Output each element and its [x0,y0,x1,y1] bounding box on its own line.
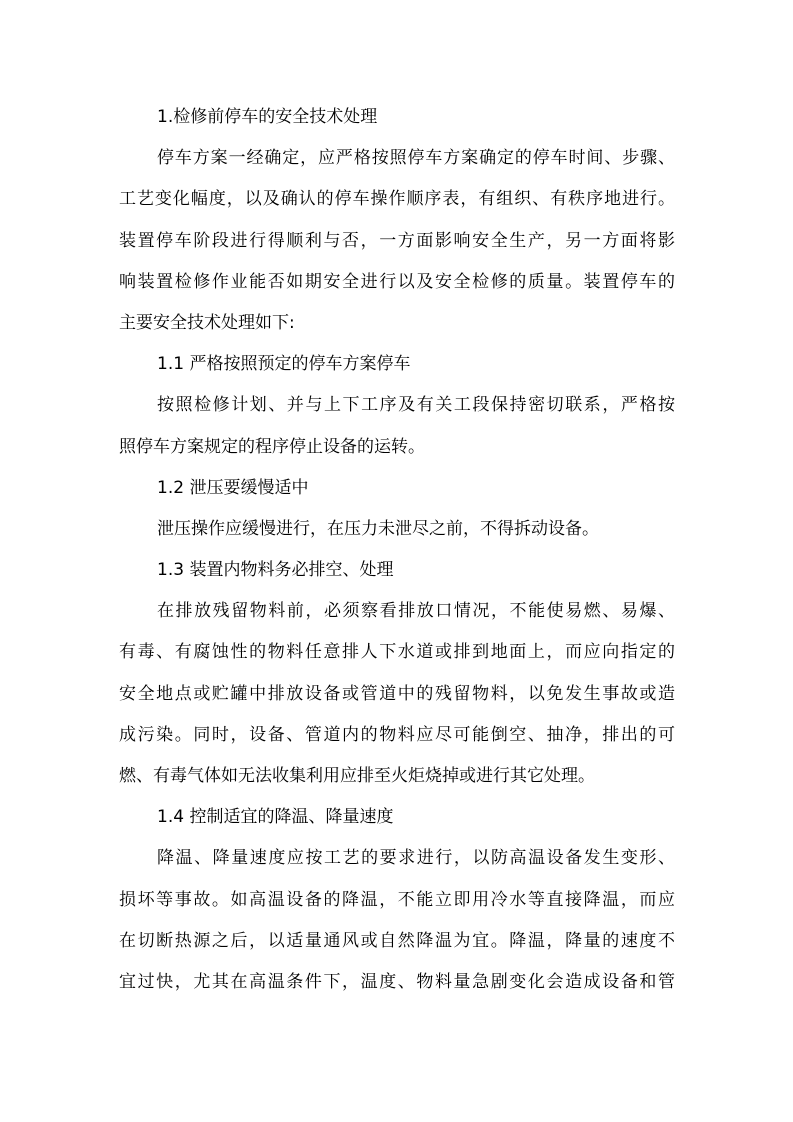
paragraph-line: 主要安全技术处理如下: [119,312,295,333]
subsection-heading: 1.1 严格按照预定的停车方案停车 [157,354,411,375]
paragraph-line: 照停车方案规定的程序停止设备的运转。 [119,436,425,457]
paragraph-line: 在排放残留物料前，必须察看排放口情况，不能使易燃、易爆、 [157,601,675,622]
subsection-heading: 1.2 泄压要缓慢适中 [157,477,309,498]
subsection-heading: 1.3 装置内物料务必排空、处理 [157,560,394,581]
paragraph-line: 在切断热源之后，以适量通风或自然降温为宜。降温，降量的速度不 [119,930,675,951]
paragraph-line: 宜过快，尤其在高温条件下，温度、物料量急剧变化会造成设备和管 [119,971,675,992]
paragraph-line: 有毒、有腐蚀性的物料任意排人下水道或排到地面上，而应向指定的 [119,642,675,663]
paragraph-line: 工艺变化幅度，以及确认的停车操作顺序表，有组织、有秩序地进行。 [119,189,675,210]
paragraph-line: 按照检修计划、并与上下工序及有关工段保持密切联系，严格按 [157,395,675,416]
paragraph-line: 降温、降量速度应按工艺的要求进行，以防高温设备发生变形、 [157,848,675,869]
paragraph-line: 成污染。同时，设备、管道内的物料应尽可能倒空、抽净，排出的可 [119,724,675,745]
paragraph-line: 停车方案一经确定，应严格按照停车方案确定的停车时间、步骤、 [157,148,675,169]
paragraph-line: 安全地点或贮罐中排放设备或管道中的残留物料，以免发生事故或造 [119,683,675,704]
section-heading: 1.检修前停车的安全技术处理 [157,107,378,127]
paragraph-line: 装置停车阶段进行得顺利与否，一方面影响安全生产，另一方面将影 [119,230,675,251]
paragraph-line: 损坏等事故。如高温设备的降温，不能立即用冷水等直接降温，而应 [119,889,675,910]
subsection-heading: 1.4 控制适宜的降温、降量速度 [157,807,394,828]
paragraph-line: 燃、有毒气体如无法收集利用应排至火炬烧掉或进行其它处理。 [119,766,595,786]
paragraph-line: 泄压操作应缓慢进行，在压力未泄尽之前，不得拆动设备。 [157,518,599,539]
paragraph-line: 响装置检修作业能否如期安全进行以及安全检修的质量。装置停车的 [119,271,675,292]
document-page [119,97,675,1003]
